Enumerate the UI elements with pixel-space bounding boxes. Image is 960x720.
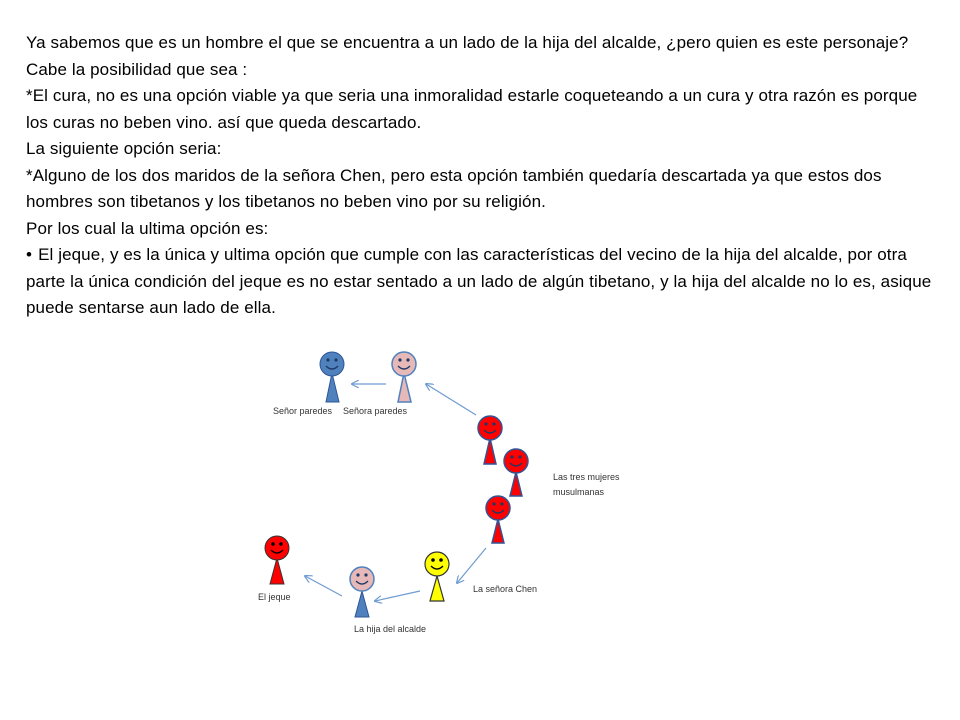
- arrow-chen-to-hija: [375, 591, 420, 601]
- label-hija-alcalde: La hija del alcalde: [354, 624, 427, 634]
- arrow-mujeres-to-senora-paredes: [426, 384, 476, 415]
- label-senora-paredes: Señora paredes: [343, 406, 408, 416]
- figure-mujer-2: [504, 449, 528, 496]
- paragraph-last-option: Por los cual la ultima opción es:: [26, 218, 269, 238]
- paragraph-cura: *El cura, no es una opción viable ya que seria una inmoralidad estarle coqueteando a un cura y otra razón es porque los curas no beben vino. así que queda descartado.: [26, 86, 918, 132]
- arrow-mujeres-to-chen: [457, 548, 486, 583]
- paragraph-next-option: La siguiente opción seria:: [26, 139, 222, 158]
- paragraph-intro: Ya sabemos que es un hombre el que se encuentra a un lado de la hija del alcalde, ¿pero quien es este personaje? Cabe la posibilidad que sea :: [26, 33, 909, 79]
- figure-senora-paredes: [392, 352, 416, 402]
- label-senor-paredes: Señor paredes: [273, 406, 333, 416]
- paragraph-jeque: • El jeque, y es la única y ultima opción que cumple con las características del vecino de la hija del alcalde, por otra parte la única condición del jeque es no estar sentado a un lado de algún tibetano, y la hija del alcalde no lo es, asique puede sentarse aun lado de ella.: [26, 242, 941, 322]
- label-jeque: El jeque: [258, 592, 291, 602]
- figure-mujer-3: [486, 496, 510, 543]
- paragraph-chen-husbands: *Alguno de los dos maridos de la señora Chen, pero esta opción también quedaría descartada ya que estos dos hombres son tibetanos y los tibetanos no beben vino por su religión.: [26, 165, 882, 211]
- label-mujeres-line2: musulmanas: [553, 487, 605, 497]
- figure-hija-alcalde: [350, 567, 374, 617]
- figure-senor-paredes: [320, 352, 344, 402]
- figure-senora-chen: [425, 552, 449, 601]
- figure-mujer-1: [478, 416, 502, 464]
- arrow-hija-to-jeque: [305, 576, 342, 596]
- label-mujeres-line1: Las tres mujeres: [553, 472, 620, 482]
- figure-jeque: [265, 536, 289, 584]
- label-senora-chen: La señora Chen: [473, 584, 538, 594]
